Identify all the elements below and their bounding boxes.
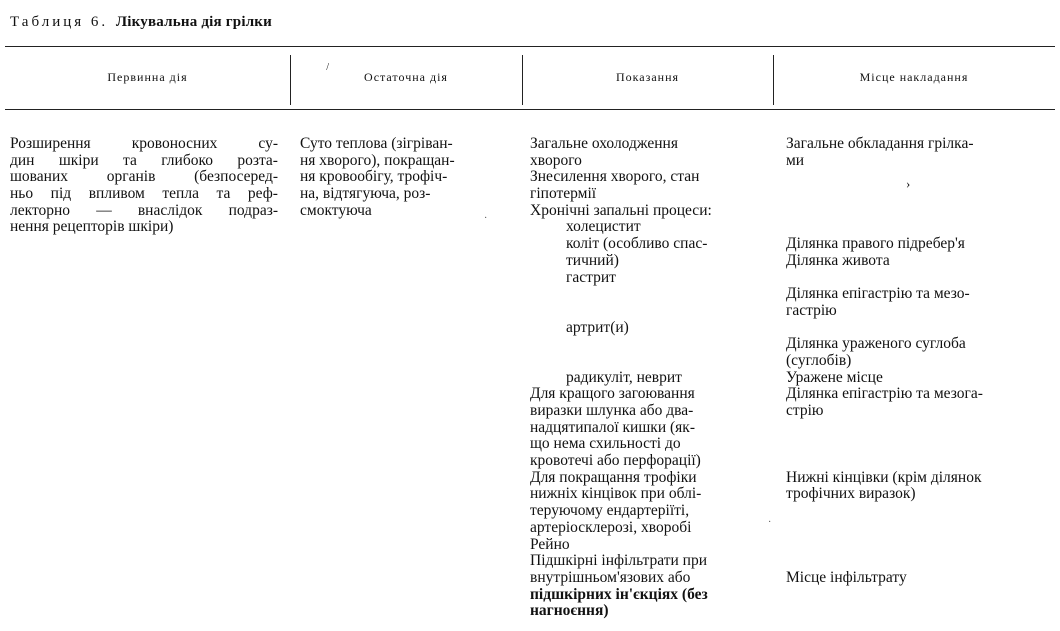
placement-cell <box>786 136 1048 587</box>
text-line: ньо під впливом тепла та реф- <box>10 185 278 203</box>
text-line: Ділянка епігастрію та мезога- <box>786 385 983 403</box>
text-line: виразки шлунка або два- <box>530 402 694 419</box>
text-line: тичний) <box>566 251 619 269</box>
text-line: Рейно <box>530 535 570 553</box>
spacer-line <box>786 520 1048 537</box>
spacer-line <box>786 537 1048 554</box>
text-line: трофічних виразок) <box>786 485 916 503</box>
text-line: Ділянка ураженого суглоба <box>786 335 966 353</box>
text-line: нагноєння) <box>530 602 609 620</box>
spacer-line <box>786 420 1048 437</box>
table-caption: Лікувальна дія грілки <box>115 14 272 30</box>
spacer-line <box>786 219 1048 236</box>
text-line: холецистит <box>566 218 641 236</box>
speck-icon: · <box>768 517 772 528</box>
text-line: дин шкіри та глибоко розта- <box>10 151 278 169</box>
text-line: коліт (особливо спас- <box>566 235 708 253</box>
text-line: ня кровообігу, трофіч- <box>300 168 448 186</box>
text-line: Уражене місце <box>786 368 883 386</box>
spacer-line <box>786 320 1048 337</box>
spacer-line <box>786 203 1048 220</box>
text-line: ня хворого), покращан- <box>300 151 455 169</box>
text-line: гастрит <box>566 268 616 286</box>
text-line: стрію <box>786 402 824 419</box>
table-top-rule <box>5 46 1055 47</box>
text-line: Ділянка епігастрію та мезо- <box>786 285 970 303</box>
header-mark: / <box>326 62 330 73</box>
text-line: внутрішньом'язових або <box>530 568 691 586</box>
text-line: смоктуюча <box>300 201 372 219</box>
header-bottom-rule <box>5 109 1055 110</box>
spacer-line <box>786 186 1048 203</box>
arrow-mark-icon: › <box>906 176 911 191</box>
header-indications: Показання <box>615 70 680 84</box>
text-line: шованих органів (безпосеред- <box>10 168 278 186</box>
header-placement: Місце накладання <box>859 70 969 84</box>
text-line: (суглобів) <box>786 351 852 369</box>
text-line: Хронічні запальні процеси: <box>530 201 712 219</box>
text-line: хворого <box>530 151 582 169</box>
text-line: Ділянка живота <box>786 251 890 269</box>
text-line: нення рецепторів шкіри) <box>10 218 174 236</box>
spacer-line <box>530 336 758 353</box>
spacer-line <box>530 303 758 320</box>
text-line: Для кращого загоювання <box>530 385 695 403</box>
text-line: нижніх кінцівок при облі- <box>530 485 702 503</box>
text-line: Суто теплова (зігріван- <box>300 135 453 152</box>
header-final: Остаточна дія <box>364 70 448 84</box>
speck-icon: · <box>484 213 488 224</box>
spacer-line <box>786 553 1048 570</box>
table-number: Таблиця 6. <box>10 14 109 30</box>
text-line: радикуліт, неврит <box>566 368 682 386</box>
text-line: Загальне охолодження <box>530 135 678 152</box>
spacer-line <box>786 270 1048 287</box>
text-line: підшкірних ін'єкціях (без <box>530 585 708 603</box>
text-line: артеріосклерозі, хворобі <box>530 518 692 536</box>
text-line: надцятипалої кишки (як- <box>530 418 695 436</box>
text-line: Розширення кровоносних су- <box>10 135 278 152</box>
spacer-line <box>530 286 758 303</box>
text-line: гастрію <box>786 301 837 319</box>
text-line: Підшкірні інфільтрати при <box>530 552 708 570</box>
spacer-line <box>786 453 1048 470</box>
text-line: артрит(и) <box>566 318 629 336</box>
spacer-line <box>786 436 1048 453</box>
text-line: кровотечі або перфорації) <box>530 452 701 470</box>
text-line: ми <box>786 151 805 169</box>
indications-cell <box>530 136 758 620</box>
text-line: теруючому ендартеріїті, <box>530 502 690 520</box>
text-line: що нема схильності до <box>530 435 681 453</box>
header-primary: Первинна дія / <box>107 62 330 84</box>
text-line: Для покращання трофіки <box>530 468 697 486</box>
table-title <box>10 14 272 31</box>
primary-action-cell <box>10 136 278 236</box>
text-line: Місце інфільтрату <box>786 568 907 586</box>
text-line: Знесилення хворого, стан <box>530 168 700 186</box>
text-line: на, відтягуюча, роз- <box>300 185 431 203</box>
spacer-line <box>786 169 1048 186</box>
final-action-cell <box>300 136 506 219</box>
text-line: Ділянка правого підребер'я <box>786 235 965 253</box>
spacer-line <box>530 353 758 370</box>
text-line: лекторно — внаслідок подраз- <box>10 201 278 219</box>
spacer-line <box>786 503 1048 520</box>
text-line: Загальне обкладання грілка- <box>786 135 974 152</box>
text-line: гіпотермії <box>530 185 597 203</box>
text-line: Нижні кінцівки (крім ділянок <box>786 468 982 486</box>
